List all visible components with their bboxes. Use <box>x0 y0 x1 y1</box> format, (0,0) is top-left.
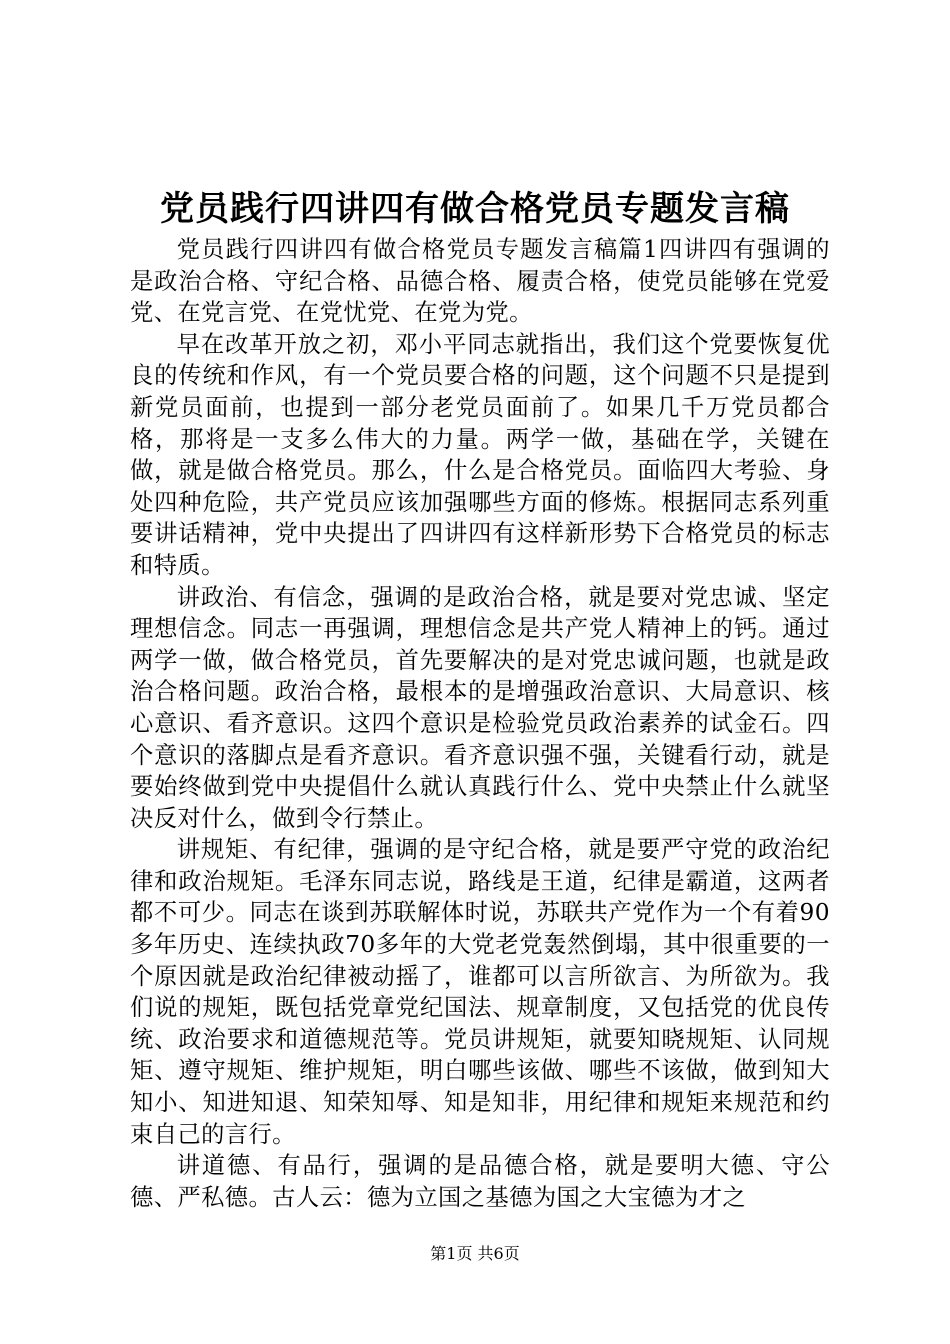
paragraph-intro: 党员践行四讲四有做合格党员专题发言稿篇1四讲四有强调的是政治合格、守纪合格、品德合格、履责合格，使党员能够在党爱党、在党言党、在党忧党、在党为党。 <box>130 236 830 327</box>
document-body <box>130 234 830 1213</box>
paragraph-morality: 讲道德、有品行，强调的是品德合格，就是要明大德、守公德、严私德。古人云：德为立国之基德为国之大宝德为才之 <box>130 1152 830 1211</box>
page-number-footer: 第1页 共6页 <box>430 1244 520 1263</box>
document-title: 党员践行四讲四有做合格党员专题发言稿 <box>160 189 790 229</box>
paragraph-discipline: 讲规矩、有纪律，强调的是守纪合格，就是要严守党的政治纪律和政治规矩。毛泽东同志说，路线是王道，纪律是霸道，这两者都不可少。同志在谈到苏联解体时说，苏联共产党作为一个有着90多年历史、连续执政70多年的大党老党轰然倒塌，其中很重要的一个原因就是政治纪律被动摇了，谁都可以言所欲言、为所欲为。我们说的规矩，既包括党章党纪国法、规章制度，又包括党的优良传统、政治要求和道德规范等。党员讲规矩，就要知晓规矩、认同规矩、遵守规矩、维护规矩，明白哪些该做、哪些不该做，做到知大知小、知进知退、知荣知辱、知是知非，用纪律和规矩来规范和约束自己的言行。 <box>130 836 830 1148</box>
paragraph-politics: 讲政治、有信念，强调的是政治合格，就是要对党忠诚、坚定理想信念。同志一再强调，理想信念是共产党人精神上的钙。通过两学一做，做合格党员，首先要解决的是对党忠诚问题，也就是政治合格问题。政治合格，最根本的是增强政治意识、大局意识、核心意识、看齐意识。这四个意识是检验党员政治素养的试金石。四个意识的落脚点是看齐意识。看齐意识强不强，关键看行动，就是要始终做到党中央提倡什么就认真践行什么、党中央禁止什么就坚决反对什么，做到令行禁止。 <box>130 583 830 832</box>
paragraph-background: 早在改革开放之初，邓小平同志就指出，我们这个党要恢复优良的传统和作风，有一个党员要合格的问题，这个问题不只是提到新党员面前，也提到一部分老党员面前了。如果几千万党员都合格，那将是一支多么伟大的力量。两学一做，基础在学，关键在做，就是做合格党员。那么，什么是合格党员。面临四大考验、身处四种危险，共产党员应该加强哪些方面的修炼。根据同志系列重要讲话精神，党中央提出了四讲四有这样新形势下合格党员的标志和特质。 <box>130 330 830 579</box>
